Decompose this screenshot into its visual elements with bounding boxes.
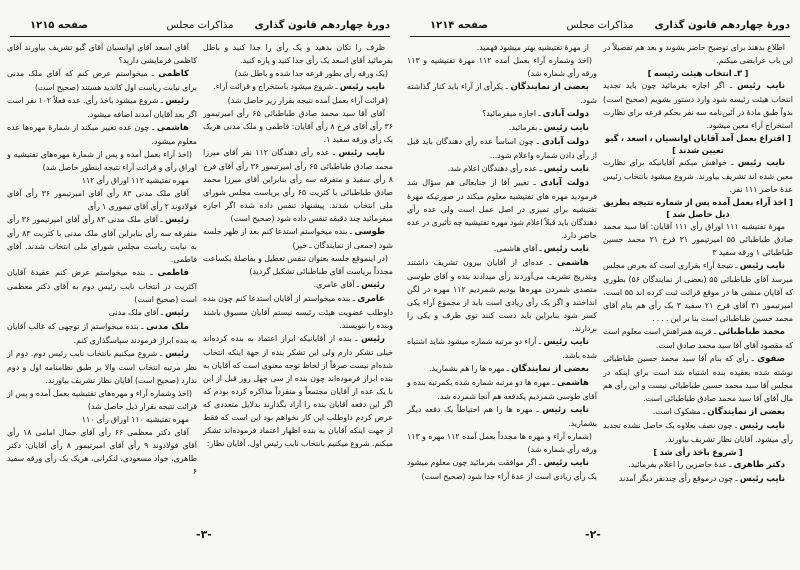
paragraph: [407, 456, 597, 483]
paragraph-text: ـ نتیجهٔ آراء بقراری است که بعرض مجلس میرسد آقای طباطبائی ۵۵ (بعضی از نمایندگان ۵۶) بطوری که آقایان منشی ها در موقع قرائت ثبت کرده اند ۵۵ است، امیرتیمور ۳۱ آقای فرخ ۲۱ سفید ۳ یک رأی هم بنام آقای محمد حسین طباطبائی است بنا بر این . . . .: [603, 261, 793, 323]
paragraph: [407, 335, 597, 362]
speaker-name: کاظمی: [158, 69, 189, 79]
paragraph-text: ـ چون نصف بعلاوه یک حاصل نشده تجدید رأی میشود. آقایان نظار تشریف بیاورند.: [603, 421, 793, 444]
paragraph-text: آقای دکتر معظمی ۶۶ رأی آقای جمال امامی ۱۸ رأی آقای فولادوند ۹ رأی آقای امیرتیمور ۸ رأی آقایان: دکتر طاهری، جواد مسعودی، لنکرانی، هریک یک رأی ورقه سفید ۶: [7, 428, 197, 476]
paragraph: [7, 121, 197, 148]
paragraph-text: [ اخذ آراء بعمل آمده پس از شماره نتیجه بطریق ذیل حاصل شد ]: [603, 197, 793, 219]
paragraph-text: ـ مهره ها را هم احتیاطاً یک دفعه دیگر بشمارید.: [407, 405, 597, 428]
speaker-name: رئیس: [165, 349, 190, 359]
speaker-name: هاشمی: [156, 123, 189, 133]
paragraph-text: ـ چون درموقع رأی چندنفر دیگر آمدند: [618, 474, 738, 483]
paragraph-text: ـ عده‌ای از آقایان بیرون تشریف داشتند وبتدریج تشریف می‌آوردند رأی میدادند بنده و آقای طوسی متصدی شمردن مهره‌ها بودیم شمردیم ۱۱۲ مهره در لگن انداختند و اگر یک رأی زیادی است باید از مجموع آراء یکی کسر شود بنابراین باید دست کنند توی ظرف و یکی را بردارند.: [407, 258, 597, 333]
paragraph: [7, 413, 197, 426]
speaker-name: رئیس: [361, 334, 386, 344]
header-volume: دورهٔ چهاردهم قانون گذاری: [254, 20, 390, 31]
procedural-note: [203, 94, 393, 107]
paragraph: [603, 419, 793, 446]
paragraph-text: ـ بنده میخواستم از آقایان استدعا کنم چون بنده داوطلب عضویت هیئت رئیسه نیستم آقایان مسبوق باشند وبنده را ننویسند.: [203, 294, 393, 330]
paragraph: [407, 362, 597, 376]
paragraph: [203, 146, 393, 225]
speaker-name: رئیس: [165, 96, 190, 106]
page-number: -۲-: [585, 528, 601, 541]
paragraph-text: (یک ورقه رأی بطور قرعه جدا شده و باطل شد): [234, 69, 388, 78]
speaker-name: بعضی از نمایندگان: [511, 364, 589, 374]
paragraph-text: ـ شروع میشود باخذ رأی. عده فعلاً ۱۰۲ نفر است اگر بعد آقایان آمدند اضافه میشود.: [7, 96, 197, 119]
paragraph-text: ـ آقای ملک مدنی: [108, 308, 164, 317]
paragraph: [603, 325, 793, 352]
paragraph: [603, 79, 793, 132]
speaker-name: رئیس: [361, 280, 385, 290]
speaker-name: صفوی: [757, 354, 786, 364]
paragraph-text: ـ مهره ها را هم بشمارید.: [429, 364, 510, 373]
paragraph-text: ـ تغییر آقا از جنابعالی هم سؤال شد فرمودید مهره های تفتیشیه معلوم میکند در صورتیکه مهرهٔ تفتیشیه برای تمیزی در اصل عمل است ولی عده رأی دهندگان باید قبلاً اعلام شود مهره تفتیشیه چه تأثیری در عده حاضر دارد.: [407, 178, 597, 240]
paragraph-text: آقای اسعد آقای اوانسیان آقای گیو تشریف بیاورند آقای کاظمی فرمایشی دارید؟: [7, 43, 197, 65]
procedural-note: [203, 252, 393, 278]
speaker-name: نایب رئیس: [542, 405, 590, 415]
paragraph: [407, 242, 597, 256]
speaker-name: دولت آبادی: [542, 109, 589, 119]
paragraph: [203, 278, 393, 292]
paragraph-text: (اخذ وشماره آراء و مهره‌های تفتیشیه بعمل آمده و پس از قرائت نتیجه بقرار ذیل حاصل شد): [7, 389, 197, 411]
paragraph-text: ـ عده رأی دهندگان ۱۱۲ نفر آقای میرزا محمد صادق طباطبائی ۶۵ رأی امیرتیمور ۳۶ رأی آقای فرخ ۸ رأی سفید و متفرقه سه رأی بنابراین آقای میرزا محمد صادق طباطبائی با کثریت ۶۵ رأی بریاست مجلس شورای ملی انتخاب شدند. پیشنهاد تنفس داده شده اگر اجازه میفرمائید چند دقیقه تنفس داده شود (صحیح است): [203, 148, 393, 223]
section-heading: [603, 67, 793, 79]
speaker-name: نایب رئیس: [739, 421, 785, 431]
speaker-name: رئیس: [165, 215, 189, 225]
paragraph-text: ـ آراء دو مرتبه شماره میشود شاید اشتباه شده باشد.: [407, 337, 597, 360]
paragraph-text: آقای ملک مدنی ۸۳ رأی آقای امیرتیمور ۳۶ رأی آقای فولادوند ۲ رأی آقای تیموری ۱ رأی: [7, 189, 197, 211]
paragraph-text: ظرف را تکان بدهید و یک رأی را جدا کنید و باطل بفرمائید آقای اسعد یک رأی جدا کنید و پاره کنید.: [203, 43, 393, 65]
paragraph-text: (در اینموقع جلسه بعنوان تنفس تعطیل و بفاصلهٔ یکساعت مجدداً بریاست آقای طباطبائی تشکیل گردید): [203, 254, 393, 276]
speaker-name: ملک مدنی: [146, 322, 190, 332]
paragraph-text: ـ یکرأی از آراء باید کنار گذاشته شود.: [407, 82, 597, 105]
speaker-name: نایب رئیس: [338, 148, 385, 158]
text-column-left: [7, 41, 197, 478]
page-header: [410, 20, 790, 37]
paragraph: [7, 67, 197, 94]
speaker-name: بعضی از نمایندگان: [707, 407, 785, 417]
paragraph: [7, 347, 197, 387]
paragraph: [603, 41, 793, 67]
paragraph-text: ـ اگر اجازه بفرمائید چون باید تجدید انتخاب هیئت رئیسه شود وارد دستور بشویم (صحیح است) بدواً طبق مادهٔ در آئین‌نامه سه نفر بحکم قرعه برای نظارت استخراج آراء معین میشود.: [603, 81, 793, 130]
section-heading: [603, 196, 793, 220]
procedural-note: [407, 430, 597, 456]
paragraph-text: ـ عدهٔ حاضرین را اعلام بفرمائید.: [628, 460, 732, 469]
paragraph-text: ـ مشکوک است.: [652, 407, 706, 416]
paragraph: [603, 352, 793, 405]
page-header: [10, 20, 390, 37]
paragraph-text: ـ چون اساساً عده رأی دهندگان باید قبل از رأی دادن شماره واعلام شود...: [407, 137, 597, 160]
section-heading: [603, 446, 793, 458]
paragraph-text: ـ اجازه میفرمائید؟: [482, 109, 541, 118]
paragraph: [407, 80, 597, 107]
speaker-name: نایب رئیس: [543, 244, 589, 254]
speaker-name: نایب رئیس: [543, 458, 590, 468]
paragraph: [7, 94, 197, 121]
paragraph: [407, 107, 597, 121]
paragraph: [603, 220, 793, 259]
paragraph: [603, 472, 793, 486]
paragraph: [7, 213, 197, 266]
speaker-name: دکتر طاهری: [733, 460, 785, 470]
speaker-name: نایب رئیس: [339, 82, 385, 92]
speaker-name: نایب رئیس: [737, 158, 786, 168]
speaker-name: نایب رئیس: [543, 164, 589, 174]
paragraph-text: آقای آقا سید محمد صادق طباطبائی ۶۵ رأی امیرتیمور ۳۶ رأی آقای فرخ ۸ رأی آقایان: فاطمی و ملک مدنی هریک یک رأی ورقه سفید ۱.: [203, 109, 393, 144]
header-title: مذاکرات مجلس: [566, 20, 634, 31]
paragraph: [7, 266, 197, 306]
paragraph: [203, 107, 393, 146]
paragraph-text: ـ مهره ها دو مرتبه شماره شده یکمرتبه بنده و آقای طوسی شمردیم یکدفعه هم آنجا شمرده شد.: [407, 378, 597, 401]
speaker-name: بعضی از نمایندگان: [510, 82, 590, 92]
paragraph: [407, 162, 597, 176]
paragraph-text: ـ بنده از آقایانیکه ابراز اعتماد به بنده کرده‌اند خیلی تشکر دارم ولی این تشکر بنده از جهة اینکه انتخاب شده‌ام نیست صرفاً از لحاظ توجه معنوی است که آقایان به بنده ابراز فرموده‌اند چون بنده از سی چهل روز قبل از این با یک عده از آقایان مجتمعاً و منفرداً مذاکره کرده بودم که اگر این دفعه آقایان بنده را آزاد بگذارند بدلایل متعددی که عرض کردم داوطلب این کار نخواهم بود این است که فقط از جهت اینکه آقایان به بنده اظهار اعتماد فرموده‌اند تشکر میکنم. شروع میکنیم بانتخاب نایب رئیس اول. آقایان نظار:: [203, 334, 393, 448]
paragraph: [603, 458, 793, 472]
speaker-name: نایب رئیس: [739, 474, 785, 484]
paragraph-text: مهره تفتیشیه ۱۱۰ اوراق رأی ۱۱۰: [81, 415, 189, 424]
paragraph: [407, 376, 597, 403]
speaker-name: طوسی: [354, 227, 386, 237]
paragraph: [203, 225, 393, 252]
paragraph: [407, 403, 597, 430]
text-column-left: [407, 41, 597, 483]
paragraph: [7, 426, 197, 478]
paragraph-text: ـ آقای هاشمی.: [493, 244, 542, 253]
paragraph-text: ـ بنده میخواستم از توجهی که غالب آقایان به بنده ابراز فرمودند سپاسگذاری کنم.: [7, 322, 197, 345]
paragraph-text: مهرهٔ تفتیشیه ۱۱۱ اوراق رأی ۱۱۱ آقایان: آقا سید محمد صادق طباطبائی ۵۵ امیرتیمور ۳۱ فرخ ۲۱ محمد حسین طباطبائی ۱ ورقه سفید ۳: [603, 222, 793, 257]
procedural-note: [7, 387, 197, 413]
paragraph-text: ـ شروع میشود باستخراج و قرائت آراء.: [213, 82, 338, 91]
page-number: -۳-: [196, 528, 212, 541]
paragraph-text: ـ بنده میخواستم عرض کنم عقیدهٔ آقایان اکثریت در انتخاب نایب رئیس دوم به آقای دکتر معظمی است (صحیح است): [7, 268, 197, 304]
header-title: مذاکرات مجلس: [166, 20, 234, 31]
section-heading: [603, 132, 793, 156]
speaker-name: نایب رئیس: [543, 123, 589, 133]
paragraph-text: ـ آقای عامری.: [313, 280, 360, 289]
paragraph-text: ـ آقای ملک مدنی ۸۳ رأی آقای امیرتیمور ۳۶ رأی متفرقه سه رأی بنابراین آقای ملک مدنی با کثریت ۸۳ رأی به نیابت ریاست مجلس شورای ملی انتخاب شدند. آقای فاطمی.: [7, 215, 197, 264]
paragraph: [603, 259, 793, 325]
procedural-note: [203, 67, 393, 80]
speaker-name: هاشمی: [556, 378, 590, 388]
procedural-note: [407, 54, 597, 80]
paragraph: [407, 41, 597, 54]
text-column-right: [203, 41, 393, 450]
paragraph: [407, 176, 597, 242]
text-column-right: [603, 41, 793, 486]
paragraph-text: ـ خواهش میکنم آقایانیکه برای نظارت معین شده اند تشریف بیاورند. شروع میشود بانتخاب رئیس عدهٔ حاضر ۱۱۱ نفر.: [603, 158, 793, 194]
paragraph-text: [ ۳ـ انتخاب هیئت رئیسه ]: [647, 68, 749, 78]
paragraph-text: ـ چون عده تغییر میکند از شمارهٔ مهره‌ها عده معلوم میشود.: [7, 123, 197, 146]
speaker-name: رئیس: [165, 308, 189, 318]
paragraph: [203, 292, 393, 332]
paragraph-text: ـ بنده میخواستم استدعا کنم بعد از ظهر جلسه شود (جمعی از نمایندگان ـ خیر): [203, 227, 393, 250]
paragraph: [603, 405, 793, 419]
paragraph: [203, 41, 393, 67]
header-page: صفحه ۱۲۱۴: [430, 20, 489, 31]
paragraph-text: ـ اگر موافقت بفرمائید چون معلوم میشود یک رأی زیادی است از عدهٔ آراء جدا شود (صحیح است): [407, 458, 597, 481]
speaker-name: عامری: [357, 294, 385, 304]
speaker-name: هاشمی: [556, 258, 590, 268]
paragraph-text: (اخذ آراء بعمل آمده و پس از شمارهٔ مهره‌های تفتیشیه و اوراق رأی و قرائت آراء نتیجه اینطور حاصل شد): [7, 150, 197, 172]
speaker-name: دولت آبادی: [541, 137, 590, 147]
paragraph: [203, 80, 393, 94]
paragraph: [7, 174, 197, 187]
speaker-name: نایب رئیس: [736, 81, 786, 91]
paragraph-text: ـ عده رأی دهندگان اعلام شد.: [447, 164, 542, 173]
header-volume: دورهٔ چهاردهم قانون گذاری: [654, 20, 790, 31]
paragraph: [7, 187, 197, 213]
paragraph: [7, 41, 197, 67]
paragraph-text: [ شروع باخذ رأی شد ]: [653, 447, 743, 457]
paragraph-text: ـ بفرمائید.: [508, 123, 542, 132]
paragraph: [407, 256, 597, 335]
paragraph-text: (اخذ وشماره آراء بعمل آمده ۱۱۲ مهرهٔ تفتیشیه و ۱۱۳ ورقه رأی شماره شد): [407, 56, 597, 78]
speaker-name: دولت آبادی: [540, 178, 590, 188]
paragraph-text: [ اقتراع بعمل آمد آقایان اوانسیان ، اسعد ، گیو تعیین شدند ]: [605, 133, 791, 155]
paragraph-text: مهره تفتیشیه ۱۱۲ اوراق رأی ۱۱۲: [81, 176, 189, 185]
speaker-name: نایب رئیس: [739, 261, 785, 271]
paragraph-text: ـ میخواستم عرض کنم که آقای ملک مدنی برای نیابت ریاست اول کاندید هستند (صحیح است): [7, 69, 197, 92]
paragraph-text: از مهرهٔ تفتیشیه بهتر میشود فهمید.: [476, 43, 589, 52]
paragraph-text: (قرائت آراء بعمل آمده نتیجه بقرار زیر حاصل شد): [227, 96, 388, 105]
paragraph-text: ـ شروع میکنیم بانتخاب نایب رئیس دوم. دوم از نظر مرتبه انتخاب است والا بر طبق نظامنامه اول و دوم ندارد (صحیح است) آقایان نظار تشریف بیاورند.: [7, 349, 197, 385]
procedural-note: [7, 148, 197, 174]
paragraph: [603, 156, 793, 196]
paragraph-text: ـ قرینه همراهش است معلوم است که مقصود آقای آقا سید محمد صادق است.: [603, 327, 793, 350]
speaker-name: محمد طباطبائی: [718, 327, 785, 337]
speaker-name: نایب رئیس: [543, 337, 590, 347]
paragraph: [7, 320, 197, 347]
paragraph-text: اطلاع بدهند برای توضیح حاضر بشوند و بعد هم تفصیلاً در این باب عرایضی میکنم.: [603, 43, 793, 65]
paragraph: [7, 306, 197, 320]
header-page: صفحه ۱۲۱۵: [30, 20, 89, 31]
paragraph: [203, 332, 393, 450]
paragraph-text: (شماره آراء و مهره ها مجدداً بعمل آمده ۱۱۲ مهره و ۱۱۳ ورقه رأی شماره شد): [407, 432, 597, 454]
paragraph: [407, 121, 597, 135]
paragraph-text: ـ رأی که بنام آقا سید محمد حسین طباطبائی نوشته شده بعقیده بنده اشتباه شد است برای اینکه در مجلس آقا سید محمد حسین طباطبائی نیست و این رأی هم مال آقای آقا سید محمد صادق طباطبائی است.: [603, 354, 793, 403]
speaker-name: فاطمی: [157, 268, 189, 278]
paragraph: [407, 135, 597, 162]
